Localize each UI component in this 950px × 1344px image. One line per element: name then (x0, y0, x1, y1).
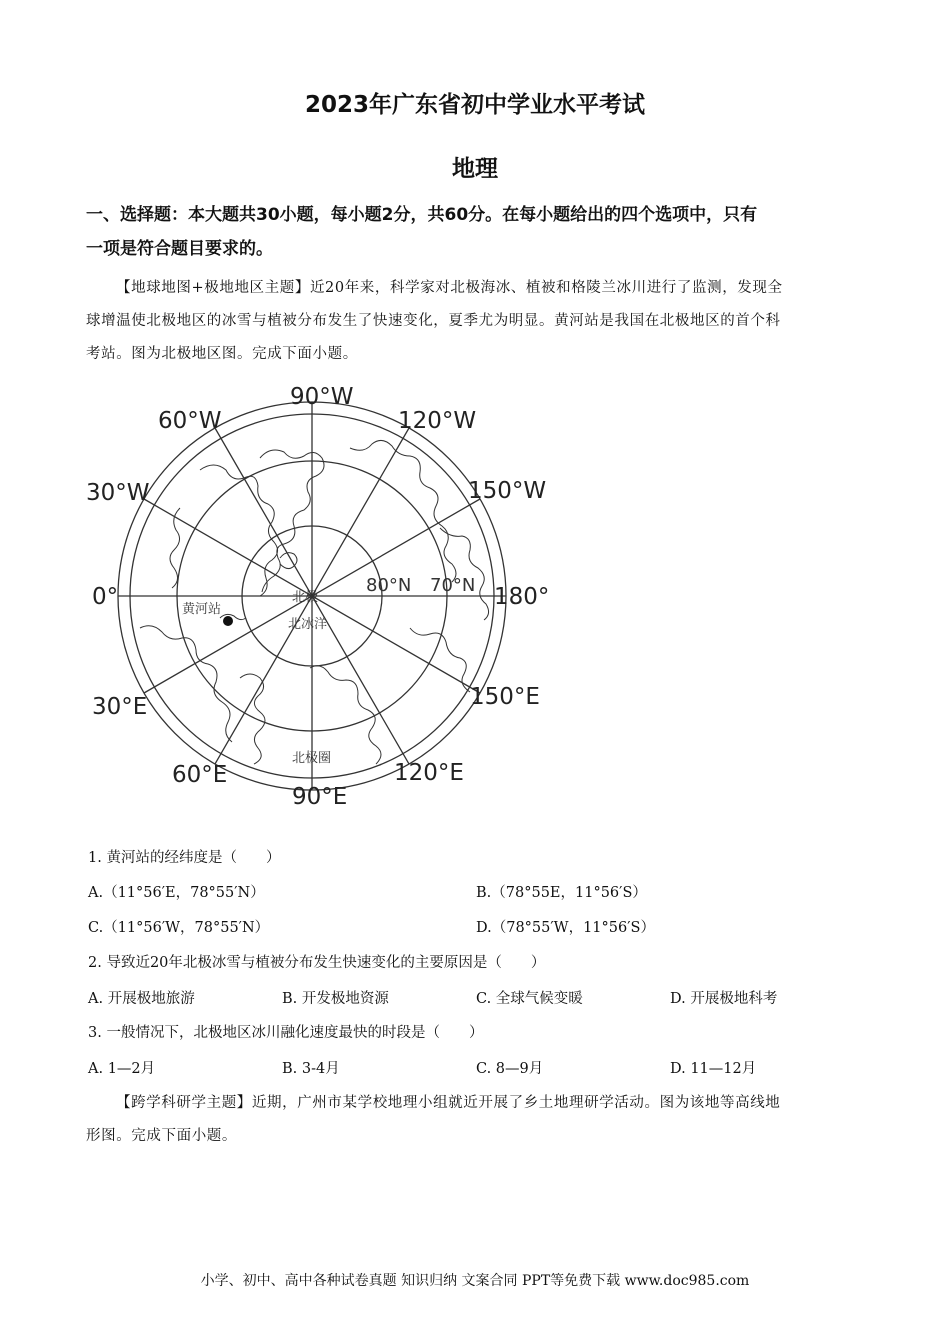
label-arctic-ocean: 北冰洋 (288, 617, 328, 632)
label-80n: 80°N (366, 575, 412, 596)
label-150w: 150°W (468, 478, 547, 504)
q3-option-a: A. 1—2月 (88, 1061, 156, 1077)
exam-title: 2023年广东省初中学业水平考试 (304, 92, 645, 118)
label-90e: 90°E (292, 784, 348, 810)
section-heading-line2: 一项是符合题目要求的。 (86, 239, 273, 259)
label-90w: 90°W (290, 384, 354, 410)
label-180: 180° (494, 584, 550, 610)
section-heading-line1: 一、选择题：本大题共30小题，每小题2分，共60分。在每小题给出的四个选项中，只有 (86, 205, 758, 225)
intro1-line2: 球增温使北极地区的冰雪与植被分布发生了快速变化，夏季尤为明显。黄河站是我国在北极地区的首个科 (86, 313, 781, 329)
q3-option-d: D. 11—12月 (670, 1061, 757, 1077)
huanghe-station-marker (223, 616, 233, 626)
intro2-line1: 【跨学科研学主题】近期，广州市某学校地理小组就近开展了乡土地理研学活动。图为该地等高线地 (116, 1095, 781, 1111)
intro2-line2: 形图。完成下面小题。 (86, 1128, 237, 1144)
label-0: 0° (92, 584, 119, 610)
q1-option-b: B.（78°55E，11°56′S） (476, 885, 647, 901)
label-30w: 30°W (86, 480, 150, 506)
q3-option-c: C. 8—9月 (476, 1061, 544, 1077)
question-1-stem: 1. 黄河站的经纬度是（ ） (88, 850, 281, 866)
q3-option-b: B. 3-4月 (282, 1061, 340, 1077)
intro-paragraph-1 (86, 272, 866, 371)
q2-option-a: A. 开展极地旅游 (88, 991, 195, 1007)
label-huanghe-station: 黄河站 (182, 602, 222, 617)
label-north-pole: 北极 (292, 590, 319, 605)
arctic-map (80, 378, 560, 838)
subject-title: 地理 (452, 156, 498, 182)
label-30e: 30°E (92, 694, 148, 720)
page-footer: 小学、初中、高中各种试卷真题 知识归纳 文案合同 PPT等免费下载 www.doc985.com (200, 1273, 750, 1289)
label-150e: 150°E (470, 684, 540, 710)
intro1-line1: 【地球地图+极地地区主题】近20年来，科学家对北极海冰、植被和格陵兰冰川进行了监测，发现全 (116, 280, 783, 296)
intro1-line3: 考站。图为北极地区图。完成下面小题。 (86, 346, 358, 362)
q2-option-b: B. 开发极地资源 (282, 991, 389, 1007)
label-60w: 60°W (158, 408, 222, 434)
q1-option-a: A.（11°56′E，78°55′N） (88, 885, 265, 901)
question-3-stem: 3. 一般情况下，北极地区冰川融化速度最快的时段是（ ） (88, 1025, 484, 1041)
label-120e: 120°E (394, 760, 464, 786)
question-2-stem: 2. 导致近20年北极冰雪与植被分布发生快速变化的主要原因是（ ） (88, 955, 546, 971)
q2-option-c: C. 全球气候变暖 (476, 991, 583, 1007)
q2-option-d: D. 开展极地科考 (670, 991, 778, 1007)
label-70n: 70°N (430, 575, 476, 596)
label-60e: 60°E (172, 762, 228, 788)
q1-option-d: D.（78°55′W，11°56′S） (476, 920, 655, 936)
label-120w: 120°W (398, 408, 477, 434)
label-arctic-circle: 北极圈 (292, 751, 332, 766)
intro-paragraph-2 (86, 1087, 866, 1153)
section-heading (86, 198, 866, 266)
q1-option-c: C.（11°56′W，78°55′N） (88, 920, 270, 936)
